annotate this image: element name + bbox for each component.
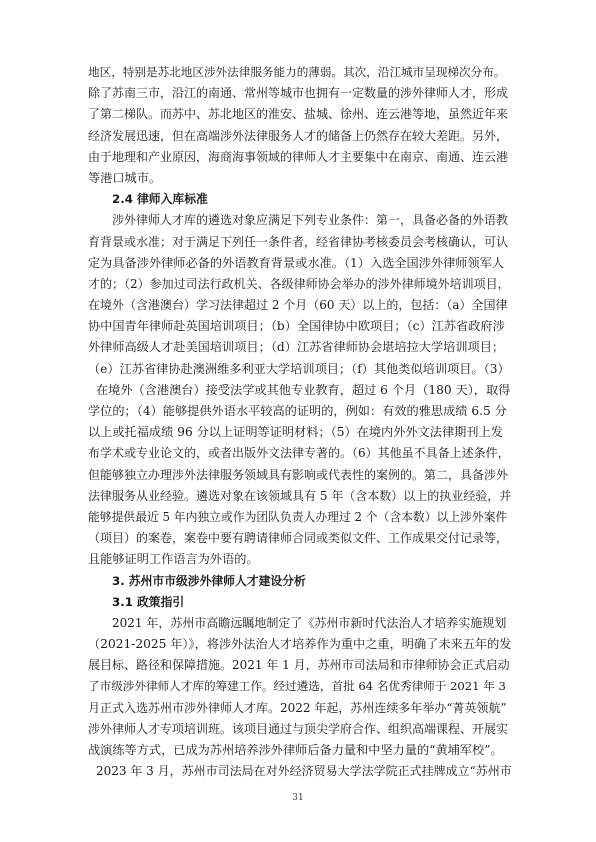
text-line: （e）江苏省律协赴澳洲维多利亚大学培训项目；（f）其他类似培训项目。（3）	[88, 361, 510, 376]
text-line: （项目）的案卷，案卷中要有聘请律师合同或类似文件、工作成果交付记录等，	[88, 531, 509, 546]
page-number: 31	[292, 793, 304, 803]
section-heading: 2.4 律师入库标准	[112, 192, 208, 207]
text-line: 涉外律师人才专项培训班。该项目通过与顶尖学府合作、组织高端课程、开展实	[88, 721, 509, 736]
text-line: 除了苏南三市，沿江的南通、常州等城市也拥有一定数量的涉外律师人才，形成	[88, 86, 509, 101]
text-line: 能够提供最近 5 年内独立或作为团队负责人办理过 2 个（含本数）以上涉外案件	[88, 509, 508, 524]
text-line: 由于地理和产业原因，海商海事领域的律师人才主要集中在南京、南通、连云港	[88, 149, 509, 164]
text-line: 展目标、路径和保障措施。2021 年 1 月，苏州市司法局和市律师协会正式启动	[88, 658, 510, 673]
text-line: 布学术或专业论文的，或者出版外文法律专著的。（6）其他虽不具备上述条件，	[88, 446, 510, 461]
text-line: 了市级涉外律师人才库的筹建工作。经过遴选，首批 64 名优秀律师于 2021 年 3	[88, 679, 506, 694]
body-text	[88, 62, 512, 782]
section-heading: 3.1 政策指引	[112, 594, 185, 609]
text-line: 但能够独立办理涉外法律服务领域具有影响或代表性的案例的。第二，具备涉外	[88, 467, 509, 482]
text-line: 学位的；（4）能够提供外语水平较高的证明的，例如：有效的雅思成绩 6.5 分	[88, 404, 507, 418]
text-line: 等港口城市。	[88, 170, 162, 185]
text-line: 在境外（含港澳台）学习法律超过 2 个月（60 天）以上的，包括：（a）全国律	[88, 298, 508, 313]
text-line: 且能够证明工作语言为外语的。	[88, 552, 259, 567]
text-line: 育背景或水准；对于满足下列任一条件者，经省律协考核委员会考核确认，可认	[88, 234, 509, 249]
text-line: 地区，特别是苏北地区涉外法律服务能力的薄弱。其次，沿江城市呈现梯次分布。	[88, 65, 506, 79]
text-line: 在境外（含港澳台）接受法学或其他专业教育，超过 6 个月（180 天），取得	[96, 382, 511, 397]
text-line: 了第二梯队。而苏中、苏北地区的淮安、盐城、徐州、连云港等地，虽然近年来	[88, 107, 509, 122]
text-line: 协中国青年律师赴英国培训项目；（b）全国律协中欧项目；（c）江苏省政府涉	[88, 319, 505, 334]
text-line: 定为具备涉外律师必备的外语教育背景或水准。（1）入选全国涉外律师领军人	[88, 255, 505, 270]
text-line: 2021 年，苏州市高瞻远瞩地制定了《苏州市新时代法治人才培养实施规划	[112, 615, 507, 630]
text-line: （2021-2025 年）》，将涉外法治人才培养作为重中之重，明确了未来五年的发	[88, 637, 512, 652]
section-heading: 3. 苏州市市级涉外律师人才建设分析	[112, 573, 306, 588]
text-line: 法律服务从业经验。遴选对象在该领域具有 5 年（含本数）以上的执业经验，并	[88, 488, 512, 503]
text-line: 月正式入选苏州市涉外律师人才库。2022 年起，苏州连续多年举办“菁英领航”	[88, 700, 507, 715]
text-line: 涉外律师人才库的遴选对象应满足下列专业条件：第一，具备必备的外语教	[112, 213, 509, 228]
text-line: 以上或托福成绩 96 分以上证明等证明材料；（5）在境内外外文法律期刊上发	[88, 425, 503, 440]
text-line: 才的；（2）参加过司法行政机关、各级律师协会举办的涉外律师境外培训项目，	[88, 276, 510, 291]
text-line: 2023 年 3 月，苏州市司法局在对外经济贸易大学法学院正式挂牌成立“苏州市	[96, 764, 512, 779]
text-line: 经济发展迅速，但在高端涉外法律服务人才的储备上仍然存在较大差距。另外，	[88, 128, 509, 143]
text-line: 战演练等方式，已成为苏州培养涉外律师后备力量和中坚力量的“黄埔军校”。	[88, 743, 503, 757]
text-line: 外律师高级人才赴美国培训项目；（d）江苏省律师协会堪培拉大学培训项目；	[88, 340, 505, 355]
